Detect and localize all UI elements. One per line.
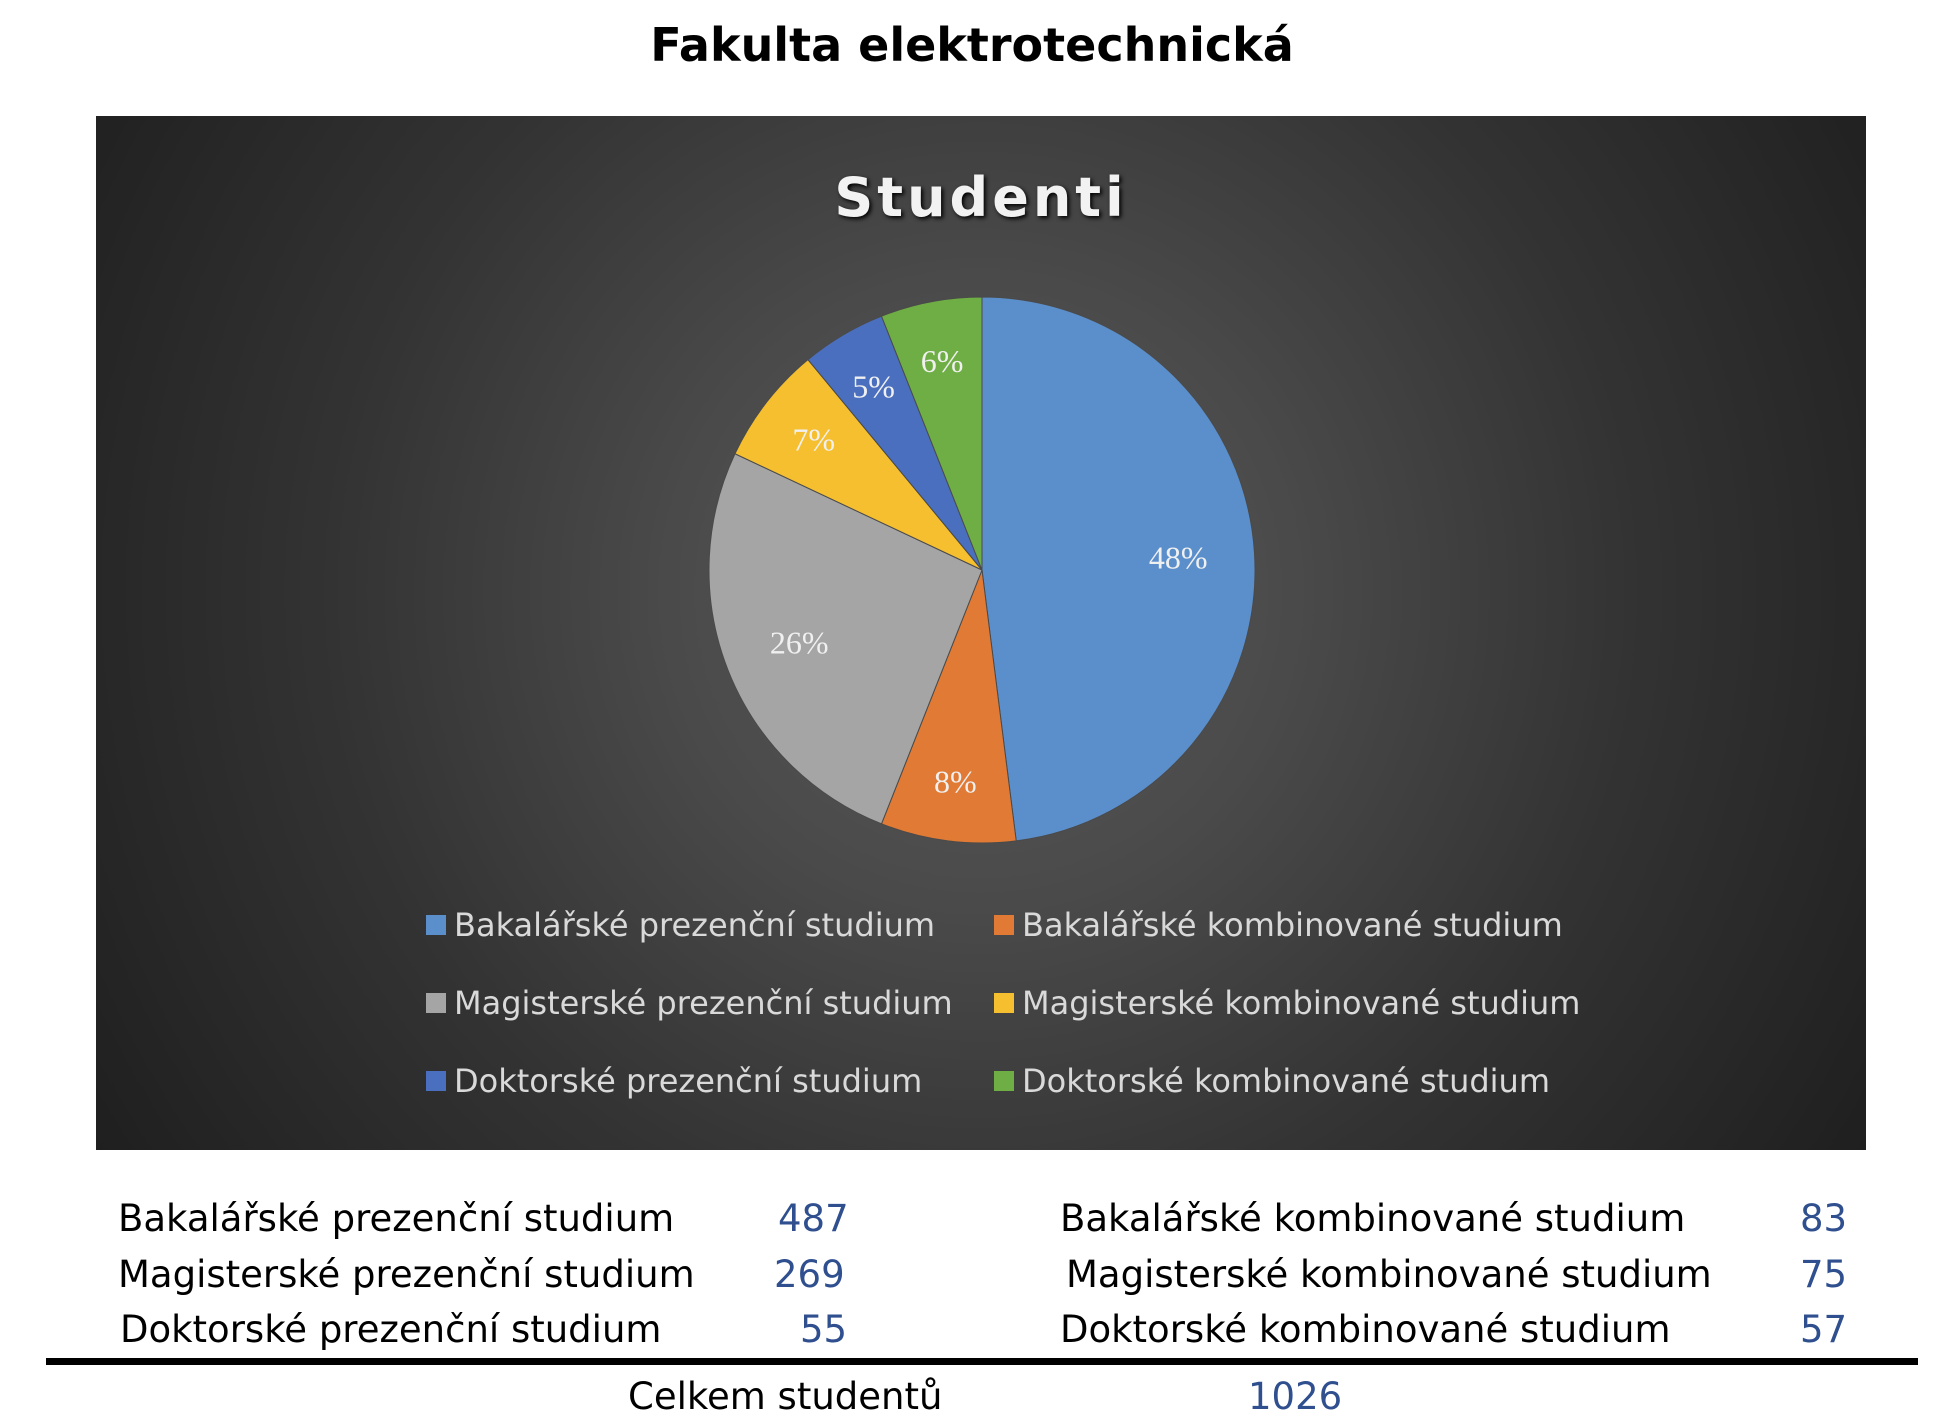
legend-swatch — [426, 915, 446, 935]
slice-label: 26% — [769, 624, 829, 661]
slice-label: 7% — [792, 421, 836, 458]
legend-swatch — [994, 993, 1014, 1013]
pie-slice — [982, 297, 1255, 841]
legend-item — [994, 906, 1594, 944]
summary-label: Doktorské kombinované studium — [1060, 1308, 1671, 1351]
slice-label: 6% — [920, 342, 964, 379]
slice-label: 48% — [1148, 539, 1208, 576]
chart-legend — [426, 906, 1626, 1100]
summary-label: Magisterské kombinované studium — [1066, 1253, 1712, 1296]
legend-item — [426, 1062, 994, 1100]
legend-item — [994, 984, 1594, 1022]
legend-swatch — [426, 1071, 446, 1091]
summary-value: 55 — [800, 1308, 848, 1351]
summary-value: 83 — [1800, 1197, 1848, 1240]
summary-value: 487 — [778, 1197, 849, 1240]
chart-title: Studenti — [834, 166, 1128, 229]
legend-label: Bakalářské kombinované studium — [1022, 906, 1563, 944]
slice-label: 5% — [852, 368, 895, 405]
legend-label: Bakalářské prezenční studium — [454, 906, 936, 944]
summary-label: Doktorské prezenční studium — [120, 1308, 662, 1351]
legend-swatch — [426, 993, 446, 1013]
legend-item — [994, 1062, 1594, 1100]
summary-value: 269 — [774, 1253, 845, 1296]
legend-label: Magisterské kombinované studium — [1022, 984, 1581, 1022]
total-label: Celkem studentů — [628, 1375, 943, 1418]
summary-label: Bakalářské kombinované studium — [1060, 1197, 1686, 1240]
summary-label: Magisterské prezenční studium — [118, 1253, 695, 1296]
legend-item — [426, 984, 994, 1022]
legend-label: Magisterské prezenční studium — [454, 984, 953, 1022]
total-value: 1026 — [1248, 1375, 1343, 1418]
legend-swatch — [994, 915, 1014, 935]
summary-value: 75 — [1800, 1253, 1848, 1296]
legend-label: Doktorské kombinované studium — [1022, 1062, 1550, 1100]
summary-value: 57 — [1800, 1308, 1848, 1351]
slice-label: 8% — [933, 763, 977, 800]
total-divider — [46, 1358, 1918, 1365]
summary-label: Bakalářské prezenční studium — [118, 1197, 675, 1240]
legend-swatch — [994, 1071, 1014, 1091]
chart-panel — [96, 116, 1866, 1150]
legend-item — [426, 906, 994, 944]
legend-label: Doktorské prezenční studium — [454, 1062, 923, 1100]
page-title: Fakulta elektrotechnická — [650, 18, 1294, 72]
